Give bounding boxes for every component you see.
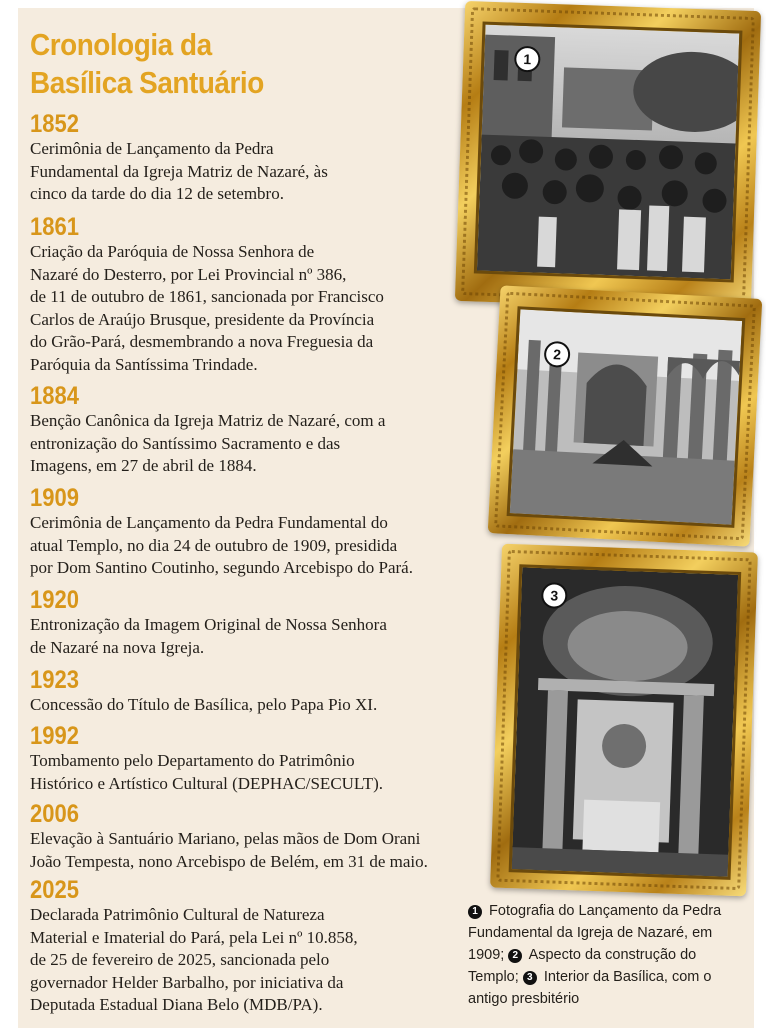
entry-year: 1861 <box>30 213 79 241</box>
timeline-entry <box>30 110 328 206</box>
entry-year: 1909 <box>30 484 79 512</box>
caption-text-3: Interior da Basílica, com o antigo presbitério <box>468 969 712 1007</box>
entry-text: Concessão do Título de Basílica, pelo Papa Pio XI. <box>30 695 378 714</box>
timeline-entry <box>30 666 377 717</box>
entry-text: Elevação à Santuário Mariano, pelas mãos de Dom Orani João Tempesta, nono Arcebispo de Belém, em 31 de maio. <box>30 829 428 871</box>
entry-text: Cerimônia de Lançamento da Pedra Fundamental da Igreja Matriz de Nazaré, às cinco da tarde do dia 12 de setembro. <box>30 139 328 203</box>
timeline-entry <box>30 800 428 873</box>
timeline-entry <box>30 722 383 795</box>
page-title: Cronologia da Basílica Santuário <box>30 27 264 100</box>
photo-frame-1 <box>455 1 761 311</box>
timeline-entry <box>30 382 385 478</box>
timeline-entry <box>30 484 413 580</box>
entry-text: Declarada Patrimônio Cultural de Natureza Material e Imaterial do Pará, pela Lei nº 10.858, de 25 de fevereiro de 2025, sancionada pelo governador Helder Barbalho, por iniciativa da Deputada Estadual Diana Belo (MDB/PA). <box>30 905 358 1014</box>
entry-text: Benção Canônica da Igreja Matriz de Nazaré, com a entronização do Santíssimo Sacramento e das Imagens, em 27 de abril de 1884. <box>30 411 386 475</box>
timeline-entry <box>30 876 358 1017</box>
photo-badge: 3 <box>541 582 568 609</box>
entry-text: Criação da Paróquia de Nossa Senhora de Nazaré do Desterro, por Lei Provincial nº 386, de 11 de outubro de 1861, sancionada por Francisco Carlos de Araújo Brusque, presidente da Província do Grão-Pará, desmembrando a nova Freguesia da Paróquia da Santíssima Trindade. <box>30 242 384 374</box>
entry-text: Cerimônia de Lançamento da Pedra Fundamental do atual Templo, no dia 24 de outubro de 1909, presidida por Dom Santino Coutinho, segundo Arcebispo do Pará. <box>30 513 413 577</box>
photo-badge: 1 <box>514 46 541 73</box>
entry-text: Tombamento pelo Departamento do Patrimônio Histórico e Artístico Cultural (DEPHAC/SECULT). <box>30 751 384 793</box>
photo-caption <box>468 900 748 1010</box>
caption-number-3: 3 <box>523 971 537 985</box>
photo-construction-image <box>510 309 742 524</box>
entry-text: Entronização da Imagem Original de Nossa Senhora de Nazaré na nova Igreja. <box>30 615 387 657</box>
photo-frame-2 <box>488 285 763 546</box>
photo-ceremony-1909 <box>474 22 743 283</box>
caption-text-2: Aspecto da construção do Templo; <box>468 947 697 985</box>
photo-construction <box>507 306 746 528</box>
entry-year: 2006 <box>30 800 79 828</box>
entry-year: 1884 <box>30 382 79 410</box>
photo-badge: 2 <box>543 341 570 368</box>
entry-year: 1923 <box>30 666 79 694</box>
photo-interior-image <box>512 567 738 876</box>
timeline-entry <box>30 213 384 376</box>
entry-year: 1920 <box>30 586 79 614</box>
entry-year: 1852 <box>30 110 79 138</box>
caption-number-1: 1 <box>468 905 482 919</box>
entry-year: 1992 <box>30 722 79 750</box>
photo-frame-3 <box>490 544 758 897</box>
entry-year: 2025 <box>30 876 79 904</box>
caption-number-2: 2 <box>508 949 522 963</box>
caption-text-1: Fotografia do Lançamento da Pedra Fundamental da Igreja de Nazaré, em 1909; <box>468 903 722 963</box>
timeline-entry <box>30 586 387 659</box>
photo-interior <box>509 564 742 880</box>
